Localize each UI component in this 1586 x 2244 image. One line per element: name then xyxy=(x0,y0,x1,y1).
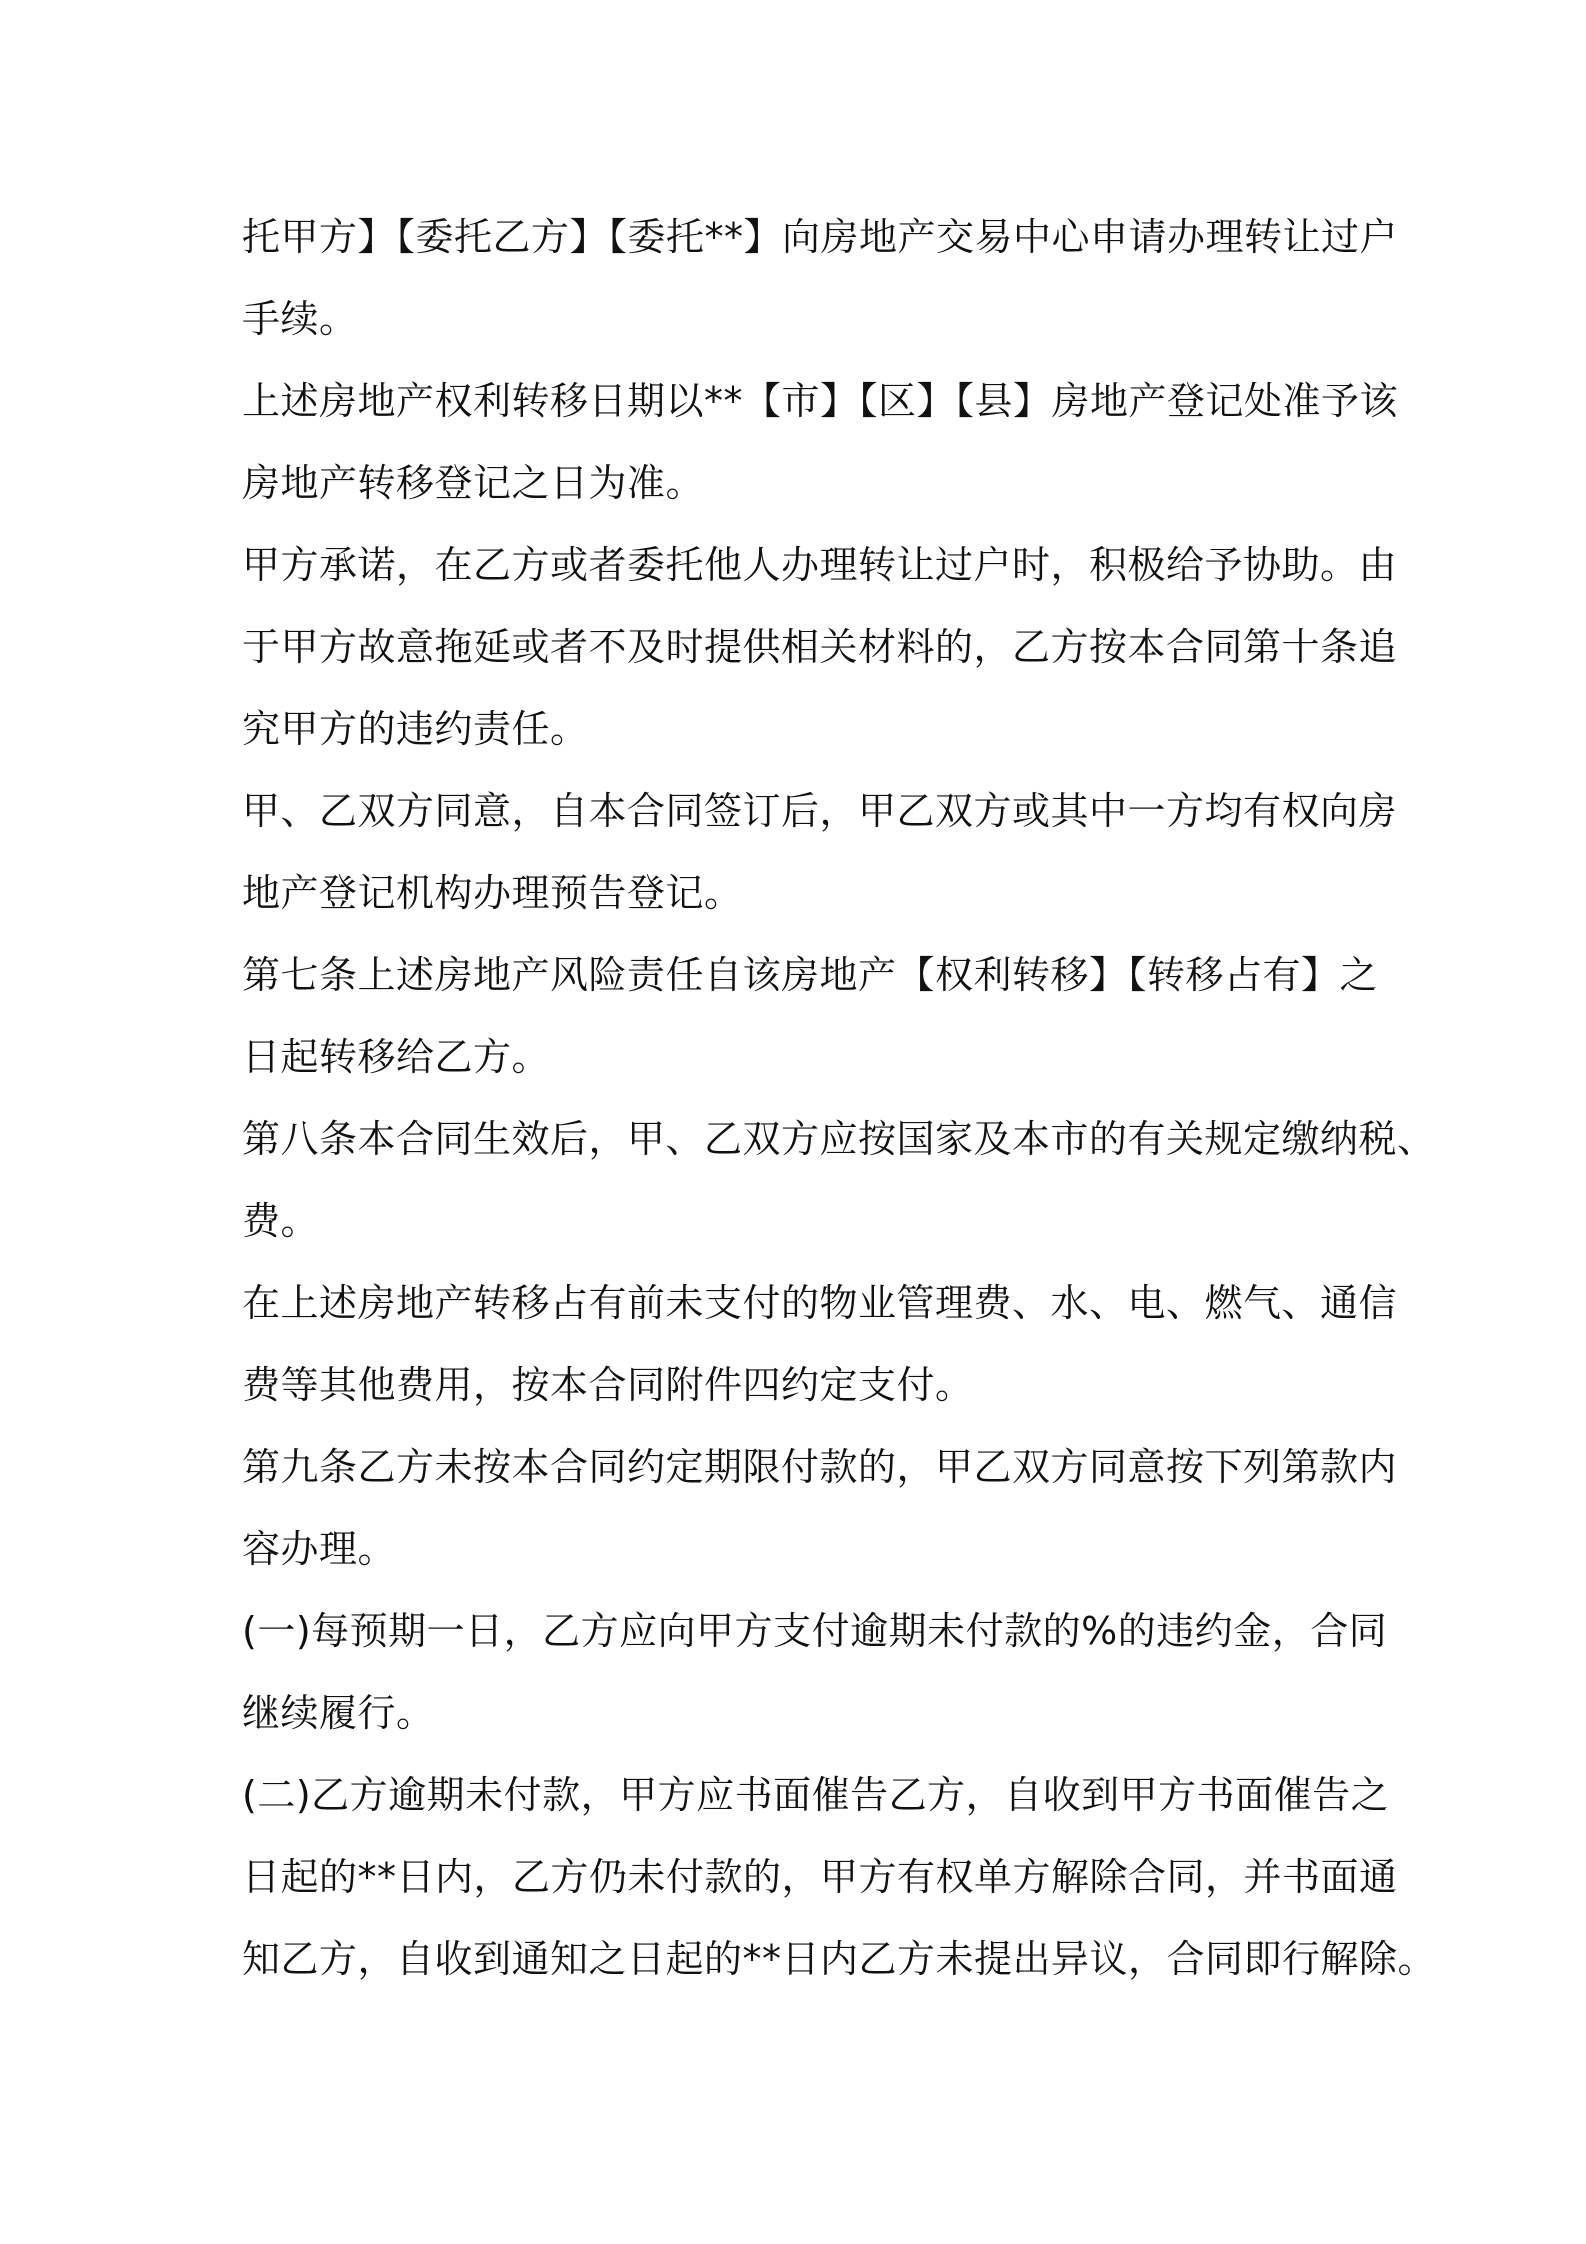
text-line: (二)乙方逾期未付款，甲方应书面催告乙方，自收到甲方书面催告之 xyxy=(242,1773,1390,1817)
paragraph-article-8 xyxy=(242,1098,1436,1262)
text-line: 第七条上述房地产风险责任自该房地产【权利转移】【转移占有】之 xyxy=(242,953,1379,997)
paragraph-advance-registration xyxy=(242,770,1398,934)
text-line: 费。 xyxy=(242,1199,320,1243)
text-line: 于甲方故意拖延或者不及时提供相关材料的，乙方按本合同第十条追 xyxy=(242,625,1398,669)
text-line: 究甲方的违约责任。 xyxy=(242,707,589,751)
text-line: 第九条乙方未按本合同约定期限付款的，甲乙双方同意按下列第款内 xyxy=(242,1445,1398,1489)
text-line: 甲方承诺，在乙方或者委托他人办理转让过户时，积极给予协助。由 xyxy=(242,543,1398,587)
document-body xyxy=(242,196,1437,2000)
paragraph-clause-2 xyxy=(242,1754,1437,2000)
text-line: 甲、乙双方同意，自本合同签订后，甲乙双方或其中一方均有权向房 xyxy=(242,789,1398,833)
text-line: 继续履行。 xyxy=(242,1691,435,1735)
text-line: 房地产转移登记之日为准。 xyxy=(242,461,705,505)
text-line: 容办理。 xyxy=(242,1527,397,1571)
text-line: 日起的**日内，乙方仍未付款的，甲方有权单方解除合同，并书面通 xyxy=(242,1855,1398,1899)
text-line: 日起转移给乙方。 xyxy=(242,1035,551,1079)
text-line: 在上述房地产转移占有前未支付的物业管理费、水、电、燃气、通信 xyxy=(242,1281,1398,1325)
paragraph-clause-1 xyxy=(242,1590,1388,1754)
text-line: 费等其他费用，按本合同附件四约定支付。 xyxy=(242,1363,974,1407)
paragraph-party-a-commitment xyxy=(242,524,1398,770)
paragraph-article-7 xyxy=(242,934,1379,1098)
paragraph-article-9 xyxy=(242,1426,1398,1590)
paragraph-transfer-procedure xyxy=(242,196,1399,360)
paragraph-transfer-date xyxy=(242,360,1399,524)
text-line: (一)每预期一日，乙方应向甲方支付逾期未付款的%的违约金，合同 xyxy=(242,1609,1388,1653)
text-line: 托甲方】【委托乙方】【委托**】向房地产交易中心申请办理转让过户 xyxy=(242,215,1399,259)
paragraph-unpaid-fees xyxy=(242,1262,1398,1426)
text-line: 知乙方，自收到通知之日起的**日内乙方未提出异议，合同即行解除。 xyxy=(242,1937,1437,1981)
text-line: 手续。 xyxy=(242,297,358,341)
text-line: 上述房地产权利转移日期以**【市】【区】【县】房地产登记处准予该 xyxy=(242,379,1399,423)
text-line: 第八条本合同生效后，甲、乙双方应按国家及本市的有关规定缴纳税、 xyxy=(242,1117,1436,1161)
text-line: 地产登记机构办理预告登记。 xyxy=(242,871,743,915)
